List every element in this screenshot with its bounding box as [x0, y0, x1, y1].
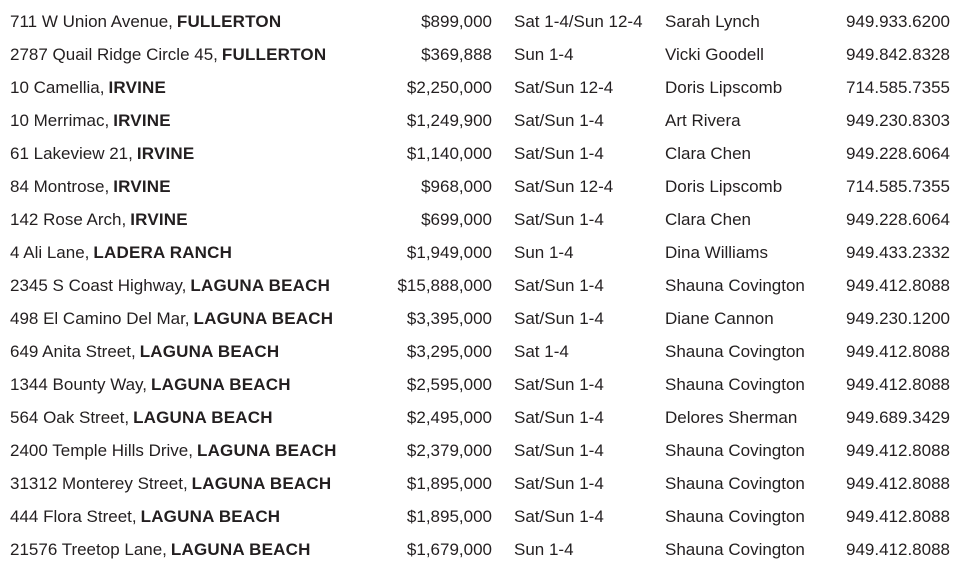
agent-name: Doris Lipscomb: [665, 77, 783, 97]
city-text: LAGUNA BEACH: [196, 440, 337, 460]
open-house-times: Sun 1-4: [514, 44, 574, 64]
listing-address: [10, 144, 382, 164]
listing-row: [10, 368, 957, 401]
listing-row: [10, 434, 957, 467]
open-house-times: Sat/Sun 1-4: [514, 407, 604, 427]
listing-price: $968,000: [421, 176, 492, 196]
listing-address: [10, 177, 382, 197]
open-house-times: Sat 1-4: [514, 341, 569, 361]
listing-row: [10, 335, 957, 368]
listing-price: $1,140,000: [406, 143, 492, 163]
agent-phone: 949.412.8088: [846, 539, 950, 559]
open-house-times: Sat/Sun 12-4: [514, 77, 614, 97]
street-text: 711 W Union Avenue,: [10, 11, 173, 31]
open-house-times: Sun 1-4: [514, 242, 574, 262]
listing-row: [10, 137, 957, 170]
listing-address: [10, 78, 382, 98]
street-text: 31312 Monterey Street,: [10, 473, 188, 493]
street-text: 2345 S Coast Highway,: [10, 275, 187, 295]
open-house-times: Sat/Sun 1-4: [514, 374, 604, 394]
agent-phone: 949.412.8088: [846, 440, 950, 460]
street-text: 21576 Treetop Lane,: [10, 539, 167, 559]
agent-name: Shauna Covington: [665, 539, 805, 559]
street-text: 10 Merrimac,: [10, 110, 110, 130]
agent-name: Shauna Covington: [665, 341, 805, 361]
street-text: 564 Oak Street,: [10, 407, 130, 427]
street-text: 2787 Quail Ridge Circle 45,: [10, 44, 218, 64]
city-text: FULLERTON: [221, 44, 327, 64]
listing-row: [10, 236, 957, 269]
open-house-times: Sun 1-4: [514, 539, 574, 559]
listing-price: $1,249,900: [406, 110, 492, 130]
agent-phone: 949.412.8088: [846, 473, 950, 493]
agent-name: Clara Chen: [665, 143, 751, 163]
agent-phone: 714.585.7355: [846, 77, 950, 97]
agent-phone: 714.585.7355: [846, 176, 950, 196]
street-text: 649 Anita Street,: [10, 341, 136, 361]
city-text: LAGUNA BEACH: [133, 407, 273, 427]
agent-name: Clara Chen: [665, 209, 751, 229]
listing-row: [10, 302, 957, 335]
city-text: FULLERTON: [176, 11, 282, 31]
agent-phone: 949.412.8088: [846, 275, 950, 295]
listing-price: $899,000: [421, 11, 492, 31]
street-text: 444 Flora Street,: [10, 506, 137, 526]
agent-name: Shauna Covington: [665, 440, 805, 460]
listing-row: [10, 170, 957, 203]
listing-address: [10, 276, 382, 296]
listing-address: [10, 441, 382, 461]
agent-phone: 949.689.3429: [846, 407, 950, 427]
listing-row: [10, 467, 957, 500]
agent-name: Shauna Covington: [665, 473, 805, 493]
listing-address: [10, 342, 382, 362]
city-text: IRVINE: [130, 209, 188, 229]
open-house-times: Sat/Sun 1-4: [514, 110, 604, 130]
agent-phone: 949.412.8088: [846, 374, 950, 394]
listing-row: [10, 38, 957, 71]
listing-address: [10, 111, 382, 131]
agent-phone: 949.412.8088: [846, 506, 950, 526]
agent-phone: 949.842.8328: [846, 44, 950, 64]
city-text: IRVINE: [108, 77, 167, 97]
agent-phone: 949.433.2332: [846, 242, 950, 262]
listing-price: $369,888: [421, 44, 492, 64]
open-house-times: Sat/Sun 1-4: [514, 143, 604, 163]
listing-address: [10, 45, 382, 65]
agent-name: Shauna Covington: [665, 275, 805, 295]
city-text: LAGUNA BEACH: [191, 473, 332, 493]
street-text: 61 Lakeview 21,: [10, 143, 133, 163]
open-house-times: Sat/Sun 1-4: [514, 440, 604, 460]
listing-address: [10, 210, 382, 230]
city-text: LADERA RANCH: [93, 242, 233, 262]
agent-phone: 949.230.8303: [846, 110, 950, 130]
listing-row: [10, 269, 957, 302]
street-text: 10 Camellia,: [10, 77, 105, 97]
city-text: LAGUNA BEACH: [151, 374, 291, 394]
city-text: IRVINE: [113, 110, 171, 130]
listing-row: [10, 500, 957, 533]
agent-name: Dina Williams: [665, 242, 768, 262]
open-house-times: Sat/Sun 1-4: [514, 308, 604, 328]
listing-price: $2,250,000: [406, 77, 492, 97]
listing-price: $1,949,000: [406, 242, 492, 262]
agent-phone: 949.228.6064: [846, 143, 950, 163]
listing-price: $2,495,000: [406, 407, 492, 427]
open-house-times: Sat 1-4/Sun 12-4: [514, 11, 643, 31]
city-text: LAGUNA BEACH: [190, 275, 331, 295]
agent-name: Delores Sherman: [665, 407, 798, 427]
listing-price: $1,679,000: [406, 539, 492, 559]
listing-price: $1,895,000: [406, 506, 492, 526]
street-text: 84 Montrose,: [10, 176, 110, 196]
street-text: 1344 Bounty Way,: [10, 374, 148, 394]
agent-phone: 949.412.8088: [846, 341, 950, 361]
city-text: IRVINE: [113, 176, 171, 196]
listing-row: [10, 203, 957, 236]
city-text: LAGUNA BEACH: [170, 539, 311, 559]
agent-name: Diane Cannon: [665, 308, 774, 328]
street-text: 4 Ali Lane,: [10, 242, 90, 262]
street-text: 2400 Temple Hills Drive,: [10, 440, 193, 460]
listing-price: $2,595,000: [406, 374, 492, 394]
listing-address: [10, 474, 382, 494]
city-text: LAGUNA BEACH: [139, 341, 280, 361]
agent-name: Doris Lipscomb: [665, 176, 783, 196]
agent-name: Shauna Covington: [665, 374, 805, 394]
listing-row: [10, 5, 957, 38]
open-house-times: Sat/Sun 1-4: [514, 506, 604, 526]
agent-name: Sarah Lynch: [665, 11, 760, 31]
open-house-times: Sat/Sun 1-4: [514, 473, 604, 493]
open-house-times: Sat/Sun 1-4: [514, 209, 604, 229]
street-text: 142 Rose Arch,: [10, 209, 127, 229]
agent-name: Art Rivera: [665, 110, 741, 130]
listing-row: [10, 71, 957, 104]
listing-price: $15,888,000: [397, 275, 492, 295]
listing-address: [10, 540, 382, 560]
listing-row: [10, 533, 957, 566]
agent-phone: 949.933.6200: [846, 11, 950, 31]
open-house-times: Sat/Sun 1-4: [514, 275, 604, 295]
listing-price: $3,395,000: [406, 308, 492, 328]
listing-address: [10, 507, 382, 527]
agent-phone: 949.228.6064: [846, 209, 950, 229]
listing-price: $2,379,000: [406, 440, 492, 460]
listing-address: [10, 375, 382, 395]
listing-price: $699,000: [421, 209, 492, 229]
open-house-times: Sat/Sun 12-4: [514, 176, 614, 196]
listing-price: $3,295,000: [406, 341, 492, 361]
listing-row: [10, 104, 957, 137]
listing-address: [10, 12, 382, 32]
listing-address: [10, 309, 382, 329]
city-text: IRVINE: [136, 143, 195, 163]
agent-name: Vicki Goodell: [665, 44, 764, 64]
street-text: 498 El Camino Del Mar,: [10, 308, 190, 328]
city-text: LAGUNA BEACH: [140, 506, 281, 526]
listing-row: [10, 401, 957, 434]
listing-address: [10, 243, 382, 263]
listing-address: [10, 408, 382, 428]
agent-phone: 949.230.1200: [846, 308, 950, 328]
listing-price: $1,895,000: [406, 473, 492, 493]
city-text: LAGUNA BEACH: [193, 308, 334, 328]
agent-name: Shauna Covington: [665, 506, 805, 526]
